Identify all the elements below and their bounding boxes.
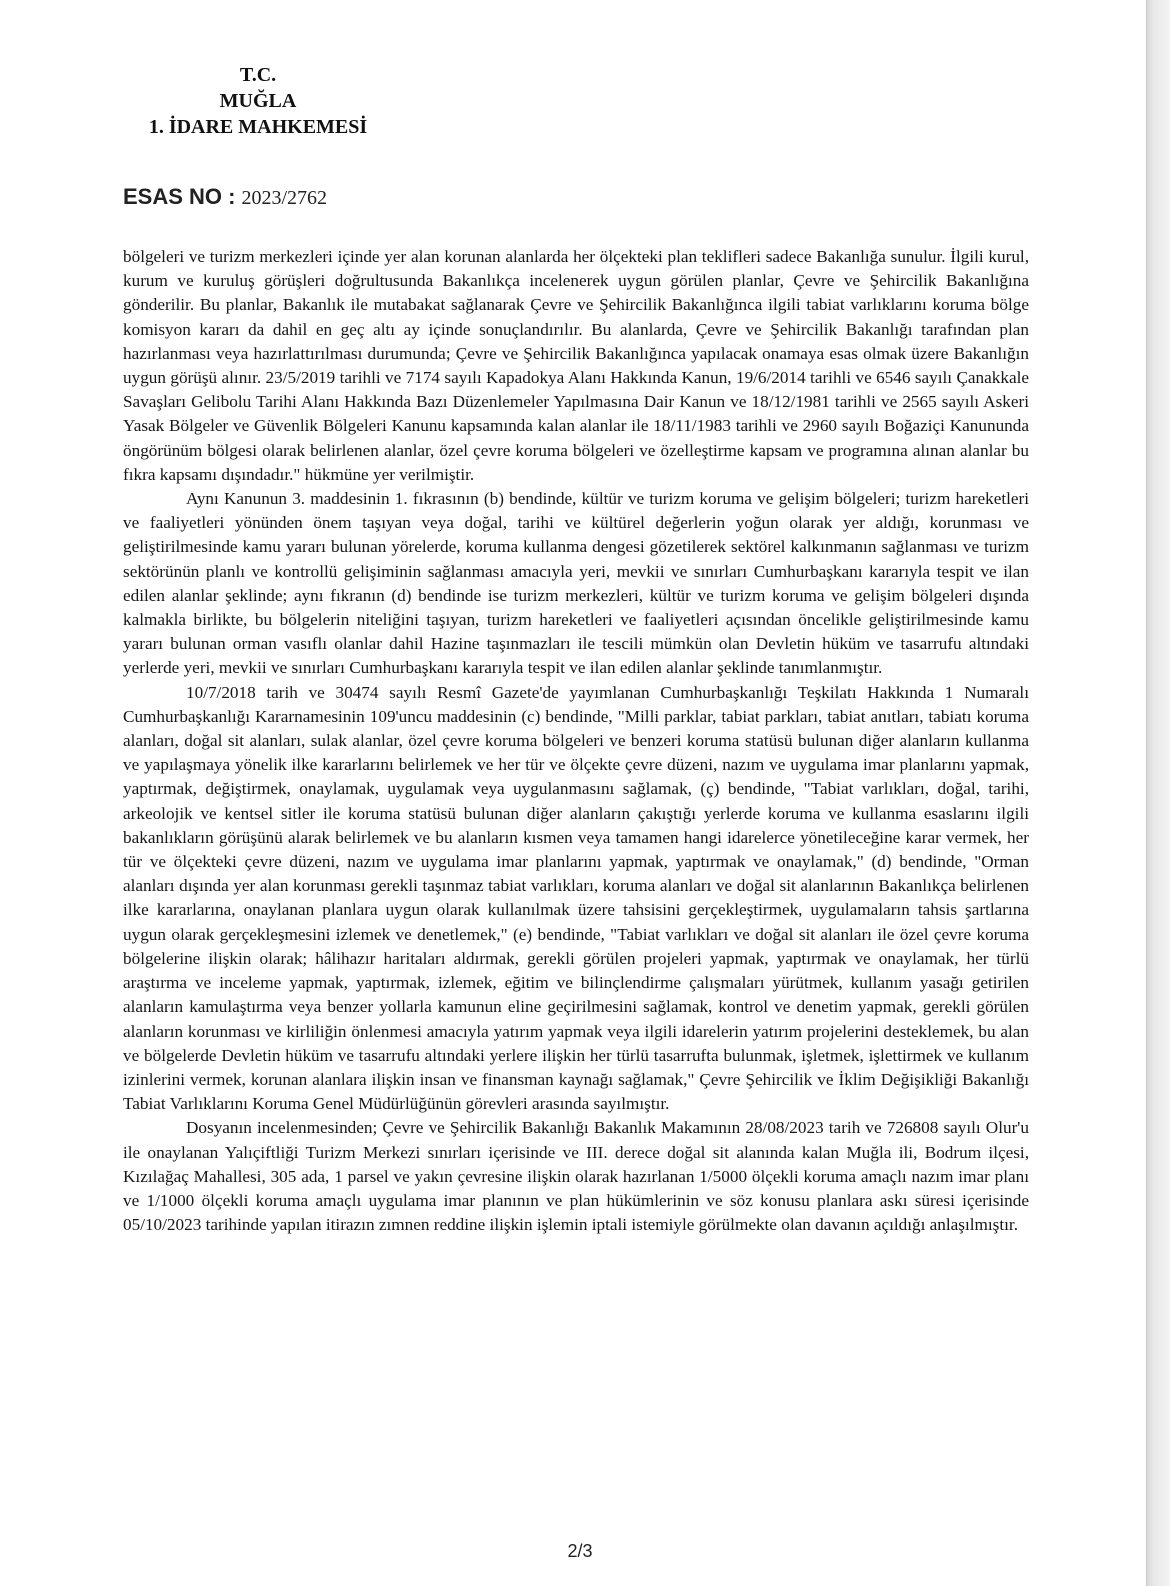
case-number — [123, 184, 327, 210]
document-body — [123, 245, 1029, 1237]
paragraph-continuation: bölgeleri ve turizm merkezleri içinde yer alan korunan alanlarda her ölçekteki plan teklifleri sadece Bakanlığa sunulur. İlgili kurul, kurum ve kuruluş görüşleri doğrultusunda Bakanlıkça incelenerek uygun görülen planlar, Çevre ve Şehircilik Bakanlığına gönderilir. Bu planlar, Bakanlık ile mutabakat sağlanarak Çevre ve Şehircilik Bakanlığınca ilgili tabiat varlıklarını koruma bölge komisyon kararı da dahil en geç altı ay içinde sonuçlandırılır. Bu alanlarda, Çevre ve Şehircilik Bakanlığı tarafından plan hazırlanması veya hazırlattırılması durumunda; Çevre ve Şehircilik Bakanlığınca yapılacak onamaya esas olmak üzere Bakanlığın uygun görüşü alınır. 23/5/2019 tarihli ve 7174 sayılı Kapadokya Alanı Hakkında Kanun, 19/6/2014 tarihli ve 6546 sayılı Çanakkale Savaşları Gelibolu Tarihi Alanı Hakkında Bazı Düzenlemeler Yapılmasına Dair Kanun ve 18/12/1981 tarihli ve 2565 sayılı Askeri Yasak Bölgeler ve Güvenlik Bölgeleri Kanunu kapsamında kalan alanlar ile 18/11/1983 tarihli ve 2960 sayılı Boğaziçi Kanununda öngörünüm bölgesi olarak belirlenen alanlar, özel çevre koruma bölgeleri ve özelleştirme kapsam ve programına alınan alanlar bu fıkra kapsamı dışındadır." hükmüne yer verilmiştir. — [123, 247, 1029, 484]
header-court: 1. İDARE MAHKEMESİ — [148, 116, 368, 138]
header-tc: T.C. — [239, 64, 277, 86]
header-city: MUĞLA — [219, 90, 297, 112]
paragraph: Dosyanın incelenmesinden; Çevre ve Şehircilik Bakanlığı Bakanlık Makamının 28/08/2023 tarih ve 726808 sayılı Olur'u ile onaylanan Yalıçiftliği Turizm Merkezi sınırları içerisinde ve III. derece doğal sit alanında kalan Muğla ili, Bodrum ilçesi, Kızılağaç Mahallesi, 305 ada, 1 parsel ve yakın çevresine ilişkin olarak hazırlanan 1/5000 ölçekli koruma amaçlı nazım imar planı ve 1/1000 ölçekli koruma amaçlı uygulama imar planının ve plan hükümlerinin ve söz konusu planlara askı süresi içerisinde 05/10/2023 tarihinde yapılan itirazın zımnen reddine ilişkin işlemin iptali istemiyle görülmekte olan davanın açıldığı anlaşılmıştır. — [123, 1118, 1029, 1235]
paragraph: 10/7/2018 tarih ve 30474 sayılı Resmî Gazete'de yayımlanan Cumhurbaşkanlığı Teşkilatı Hakkında 1 Numaralı Cumhurbaşkanlığı Kararnamesinin 109'uncu maddesinin (c) bendinde, "Milli parklar, tabiat parkları, tabiat anıtları, tabiatı koruma alanları, doğal sit alanları, sulak alanlar, özel çevre koruma bölgeleri ve benzeri koruma statüsü bulunan diğer alanların kullanma ve yapılaşmaya yönelik ilke kararlarını belirlemek ve her tür ve ölçekte çevre düzeni, nazım ve uygulama imar planlarını yapmak, yaptırmak, değiştirmek, onaylamak, uygulamak veya uygulanmasını sağlamak, (ç) bendinde, "Tabiat varlıkları, doğal, tarihi, arkeolojik ve kentsel sitler ile koruma statüsü bulunan diğer alanların çakıştığı yerlerde koruma ve kullanma esaslarını ilgili bakanlıkların görüşünü alarak belirlemek ve bu alanların kısmen veya tamamen hangi idarelerce yönetileceğine karar vermek, her tür ve ölçekteki çevre düzeni, nazım ve uygulama imar planlarını yapmak, yaptırmak ve onaylamak," (d) bendinde, "Orman alanları dışında yer alan korunması gerekli taşınmaz tabiat varlıkları, koruma alanları ve doğal sit alanlarının Bakanlıkça belirlenen ilke kararlarına, onaylanan planlara uygun olarak kullanılmak üzere tahsisini gerçekleştirmek, uygulamaların tahsis şartlarına uygun olarak gerçekleşmesini izlemek ve denetlemek," (e) bendinde, "Tabiat varlıkları ve doğal sit alanları ile özel çevre koruma bölgelerine ilişkin olarak; hâlihazır haritaları aldırmak, gerekli görülen projeleri yapmak, yaptırmak ve onaylamak, her türlü araştırma ve inceleme yapmak, yaptırmak, izlemek, eğitim ve bilinçlendirme çalışmaları yürütmek, kullanım yasağı getirilen alanların kamulaştırma veya benzer yollarla kamunun eline geçirilmesini sağlamak, kontrol ve denetim yapmak, gerekli görülen alanların korunması ve kirliliğin önlenmesi amacıyla yatırım yapmak veya ilgili idarelerin yatırım projelerini desteklemek, bu alan ve bölgelerde Devletin hüküm ve tasarrufu altındaki yerlere ilişkin her türlü tasarrufta bulunmak, işletmek, işlettirmek ve kullanım izinlerini vermek, korunan alanlara ilişkin insan ve finansman kaynağı sağlamak," Çevre Şehircilik ve İklim Değişikliği Bakanlığı Tabiat Varlıklarını Koruma Genel Müdürlüğünün görevleri arasında sayılmıştır. — [123, 682, 1029, 1114]
case-number-value: 2023/2762 — [241, 187, 328, 209]
paragraph: Aynı Kanunun 3. maddesinin 1. fıkrasının (b) bendinde, kültür ve turizm koruma ve gelişim bölgeleri; turizm hareketleri ve faaliyetleri yönünden önem taşıyan veya doğal, tarihi ve kültürel değerlerin yoğun olarak yer aldığı, korunması ve geliştirilmesinde kamu yararı bulunan yörelerde, koruma kullanma dengesi gözetilerek sektörel kalkınmanın sağlanması ve turizm sektörünün planlı ve kontrollü gelişiminin sağlanması amacıyla yeri, mevkii ve sınırları Cumhurbaşkanı kararıyla tespit ve ilan edilen alanlar şeklinde; aynı fıkranın (d) bendinde ise turizm merkezleri, kültür ve turizm koruma ve gelişim bölgeleri dışında kalmakla birlikte, bu bölgelerin niteliğini taşıyan, turizm hareketleri ve faaliyetleri açısından öncelikle geliştirilmesinde kamu yararı bulunan orman vasıflı olanlar dahil Hazine taşınmazları ile tescili mümkün olan Devletin hüküm ve tasarrufu altındaki yerlerde yeri, mevkii ve sınırları Cumhurbaşkanı kararıyla tespit ve ilan edilen alanlar şeklinde tanımlanmıştır. — [123, 489, 1029, 678]
page-number: 2/3 — [567, 1541, 593, 1561]
court-header — [128, 62, 388, 140]
page-edge — [1147, 0, 1170, 1586]
case-number-label: ESAS NO : — [123, 184, 236, 209]
